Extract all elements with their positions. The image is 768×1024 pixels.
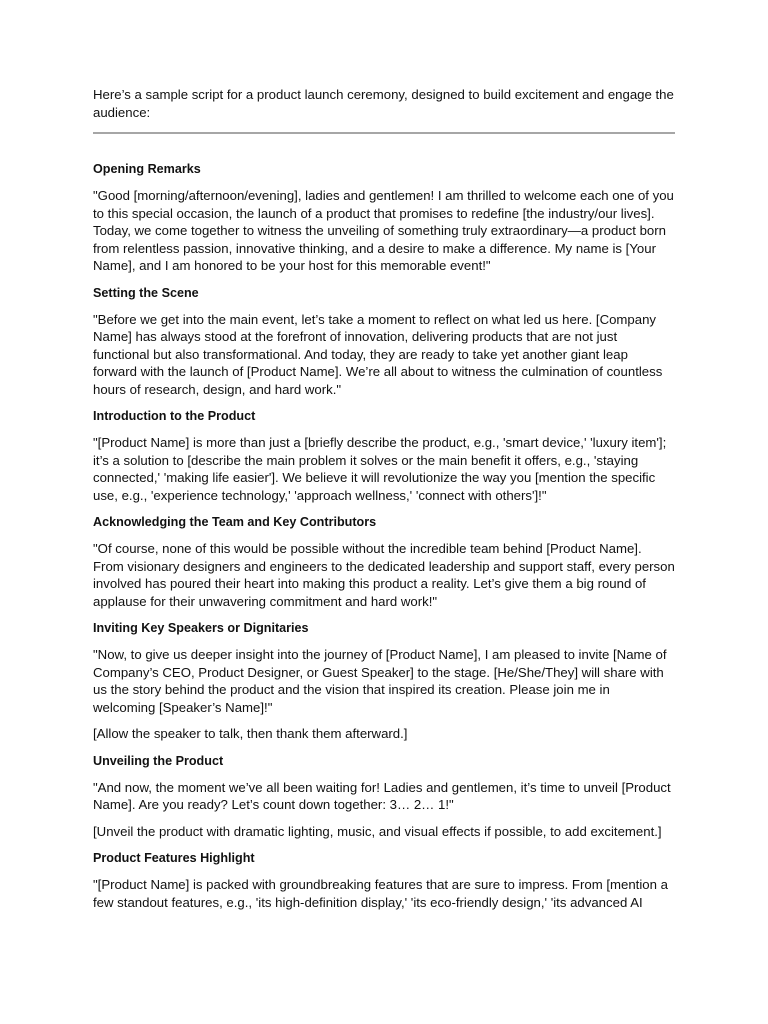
section-heading-introduction-to-the-product: Introduction to the Product [93, 409, 256, 423]
section-heading-acknowledging-the-team: Acknowledging the Team and Key Contributors [93, 515, 377, 529]
horizontal-rule [93, 132, 675, 134]
stage-direction: [Unveil the product with dramatic lighting, music, and visual effects if possible, to add excitement.] [93, 823, 662, 839]
section-heading-opening-remarks: Opening Remarks [93, 162, 201, 176]
paragraph: "Now, to give us deeper insight into the journey of [Product Name], I am pleased to invite [Name of Company’s CEO, Product Designer, or Guest Speaker] to the stage. [He/She/They] will share with us the story behind the product and the vision that inspired its creation. Please join me in welcoming [Speaker’s Name]!" [93, 647, 667, 715]
section-heading-inviting-key-speakers: Inviting Key Speakers or Dignitaries [93, 621, 309, 635]
document-page [93, 86, 675, 920]
section-heading-unveiling-the-product: Unveiling the Product [93, 753, 224, 768]
section-heading-product-features-highlight: Product Features Highlight [93, 851, 255, 865]
section-heading-setting-the-scene: Setting the Scene [93, 285, 199, 300]
paragraph: "[Product Name] is packed with groundbreaking features that are sure to impress. From [mention a few standout features, e.g., 'its high-definition display,' 'its eco-friendly design,' 'its advanced AI [93, 877, 668, 910]
paragraph: "And now, the moment we’ve all been waiting for! Ladies and gentlemen, it’s time to unveil [Product Name]. Are you ready? Let’s count down together: 3… 2… 1!" [93, 779, 671, 812]
paragraph: "[Product Name] is more than just a [briefly describe the product, e.g., 'smart device,' 'luxury item']; it’s a solution to [describe the main problem it solves or the main benefit it offers, e.g., 'staying connected,' 'making life easier']. We believe it will revolutionize the way you [mention the specific use, e.g., 'experience technology,' 'approach wellness,' 'connect with others']!" [93, 435, 667, 503]
paragraph: "Of course, none of this would be possible without the incredible team behind [Product Name]. From visionary designers and engineers to the dedicated leadership and support staff, every person involved has poured their heart into making this product a reality. Let’s give them a big round of applause for their unwavering commitment and hard work!" [93, 541, 675, 609]
paragraph: "Before we get into the main event, let’s take a moment to reflect on what led us here. [Company Name] has always stood at the forefront of innovation, delivering products that are not just functional but also transformational. And today, they are ready to take yet another giant leap forward with the launch of [Product Name]. We’re all about to witness the culmination of countless hours of research, design, and hard work." [93, 311, 663, 397]
stage-direction: [Allow the speaker to talk, then thank them afterward.] [93, 726, 408, 741]
paragraph: "Good [morning/afternoon/evening], ladies and gentlemen! I am thrilled to welcome each one of you to this special occasion, the launch of a product that promises to redefine [the industry/our lives]. Today, we come together to witness the unveiling of something truly extraordinary—a product born from relentless passion, innovative thinking, and a desire to make a difference. My name is [Your Name], and I am honored to be your host for this memorable event!" [93, 188, 674, 273]
intro-text: Here’s a sample script for a product launch ceremony, designed to build excitement and engage the audience: [93, 87, 674, 120]
